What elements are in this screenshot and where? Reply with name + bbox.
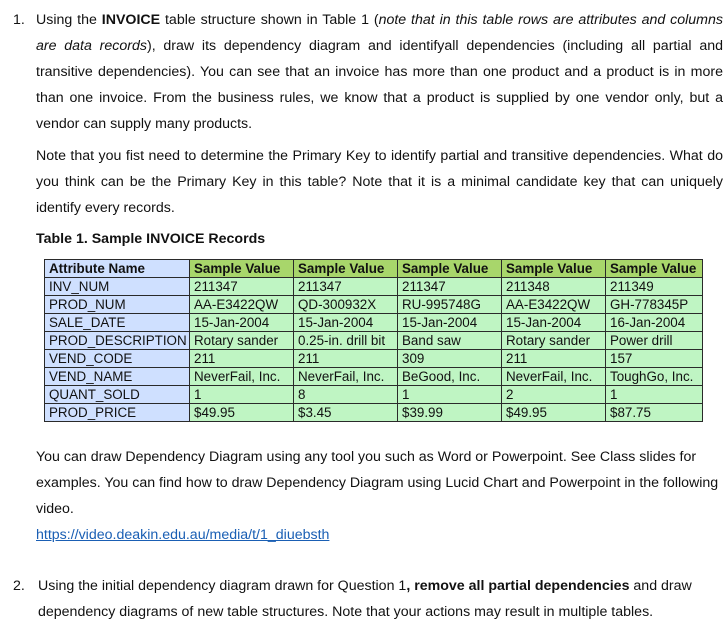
value-cell: $49.95 bbox=[502, 404, 606, 422]
table-note: note that in this table rows are attributes and columns are data records bbox=[36, 12, 723, 54]
question-1-number: 1. bbox=[13, 12, 25, 28]
invoice-table bbox=[44, 259, 703, 422]
attribute-cell: VEND_CODE bbox=[45, 350, 190, 368]
attribute-cell: INV_NUM bbox=[45, 278, 190, 296]
video-link[interactable]: https://video.deakin.edu.au/media/t/1_diuebsth bbox=[36, 527, 330, 543]
attribute-cell: QUANT_SOLD bbox=[45, 386, 190, 404]
value-cell: 1 bbox=[398, 386, 502, 404]
attribute-cell: PROD_NUM bbox=[45, 296, 190, 314]
question-2-number: 2. bbox=[13, 578, 25, 594]
value-cell: $39.99 bbox=[398, 404, 502, 422]
value-cell: 2 bbox=[502, 386, 606, 404]
value-cell: 8 bbox=[294, 386, 398, 404]
value-cell: NeverFail, Inc. bbox=[294, 368, 398, 386]
value-cell: 157 bbox=[606, 350, 703, 368]
question-2 bbox=[0, 573, 727, 625]
value-cell: 15-Jan-2004 bbox=[294, 314, 398, 332]
header-cell: Sample Value bbox=[502, 260, 606, 278]
value-cell: BeGood, Inc. bbox=[398, 368, 502, 386]
question-2-paragraph: Using the initial dependency diagram drawn for Question 1, remove all partial dependencies and draw dependency diagrams of new table structures. Note that your actions may result in multiple tables. bbox=[38, 578, 692, 620]
table-row bbox=[45, 314, 703, 332]
header-cell: Attribute Name bbox=[45, 260, 190, 278]
value-cell: 15-Jan-2004 bbox=[190, 314, 294, 332]
attribute-cell: SALE_DATE bbox=[45, 314, 190, 332]
question-1-note bbox=[0, 143, 727, 221]
header-cell: Sample Value bbox=[606, 260, 703, 278]
video-link-line bbox=[0, 522, 727, 548]
header-cell: Sample Value bbox=[294, 260, 398, 278]
attribute-cell: PROD_PRICE bbox=[45, 404, 190, 422]
value-cell: $87.75 bbox=[606, 404, 703, 422]
video-link-block bbox=[0, 522, 727, 548]
value-cell: 211 bbox=[294, 350, 398, 368]
value-cell: 15-Jan-2004 bbox=[502, 314, 606, 332]
table-caption: Table 1. Sample INVOICE Records bbox=[36, 231, 266, 247]
value-cell: Power drill bbox=[606, 332, 703, 350]
value-cell: 211347 bbox=[294, 278, 398, 296]
value-cell: 309 bbox=[398, 350, 502, 368]
value-cell: Rotary sander bbox=[502, 332, 606, 350]
value-cell: RU-995748G bbox=[398, 296, 502, 314]
value-cell: 211347 bbox=[190, 278, 294, 296]
value-cell: 211349 bbox=[606, 278, 703, 296]
table-row bbox=[45, 368, 703, 386]
value-cell: 15-Jan-2004 bbox=[398, 314, 502, 332]
value-cell: $49.95 bbox=[190, 404, 294, 422]
table-row bbox=[45, 386, 703, 404]
value-cell: AA-E3422QW bbox=[190, 296, 294, 314]
question-1-tools bbox=[0, 444, 727, 522]
table-row bbox=[45, 350, 703, 368]
value-cell: GH-778345P bbox=[606, 296, 703, 314]
value-cell: $3.45 bbox=[294, 404, 398, 422]
value-cell: 211 bbox=[502, 350, 606, 368]
value-cell: AA-E3422QW bbox=[502, 296, 606, 314]
value-cell: NeverFail, Inc. bbox=[190, 368, 294, 386]
table-caption-block bbox=[0, 226, 727, 252]
value-cell: 1 bbox=[606, 386, 703, 404]
value-cell: 211348 bbox=[502, 278, 606, 296]
table-row bbox=[45, 332, 703, 350]
value-cell: ToughGo, Inc. bbox=[606, 368, 703, 386]
question-1-paragraph-3: You can draw Dependency Diagram using any tool you such as Word or Powerpoint. See Class slides for examples. You can find how to draw Dependency Diagram using Lucid Chart and Powerpoint in the following video. bbox=[36, 449, 719, 517]
invoice-keyword: INVOICE bbox=[101, 12, 161, 28]
attribute-cell: PROD_DESCRIPTION bbox=[45, 332, 190, 350]
value-cell: Rotary sander bbox=[190, 332, 294, 350]
value-cell: Band saw bbox=[398, 332, 502, 350]
value-cell: NeverFail, Inc. bbox=[502, 368, 606, 386]
value-cell: 211347 bbox=[398, 278, 502, 296]
table-row bbox=[45, 278, 703, 296]
attribute-cell: VEND_NAME bbox=[45, 368, 190, 386]
header-cell: Sample Value bbox=[398, 260, 502, 278]
value-cell: 16-Jan-2004 bbox=[606, 314, 703, 332]
value-cell: 1 bbox=[190, 386, 294, 404]
header-cell: Sample Value bbox=[190, 260, 294, 278]
partial-dependencies-emphasis: , remove all partial dependencies bbox=[406, 578, 630, 594]
question-1-paragraph-2: Note that you fist need to determine the Primary Key to identify partial and transitive dependencies. What do you think can be the Primary Key in this table? Note that it is a minimal candidate key that can uniquely identify every records. bbox=[36, 148, 723, 216]
question-1-paragraph-1: Using the INVOICE table structure shown in Table 1 (note that in this table rows are attributes and columns are data records), draw its dependency diagram and identifyall dependencies (including all partial and transitive dependencies). You can see that an invoice has more than one product and a product is in more than one invoice. From the business rules, we know that a product is supplied by one vendor only, but a vendor can supply many products. bbox=[36, 12, 724, 132]
value-cell: QD-300932X bbox=[294, 296, 398, 314]
table-row bbox=[45, 296, 703, 314]
table-header-row bbox=[45, 260, 703, 278]
value-cell: 0.25-in. drill bit bbox=[294, 332, 398, 350]
table-row bbox=[45, 404, 703, 422]
question-1 bbox=[0, 7, 727, 137]
value-cell: 211 bbox=[190, 350, 294, 368]
